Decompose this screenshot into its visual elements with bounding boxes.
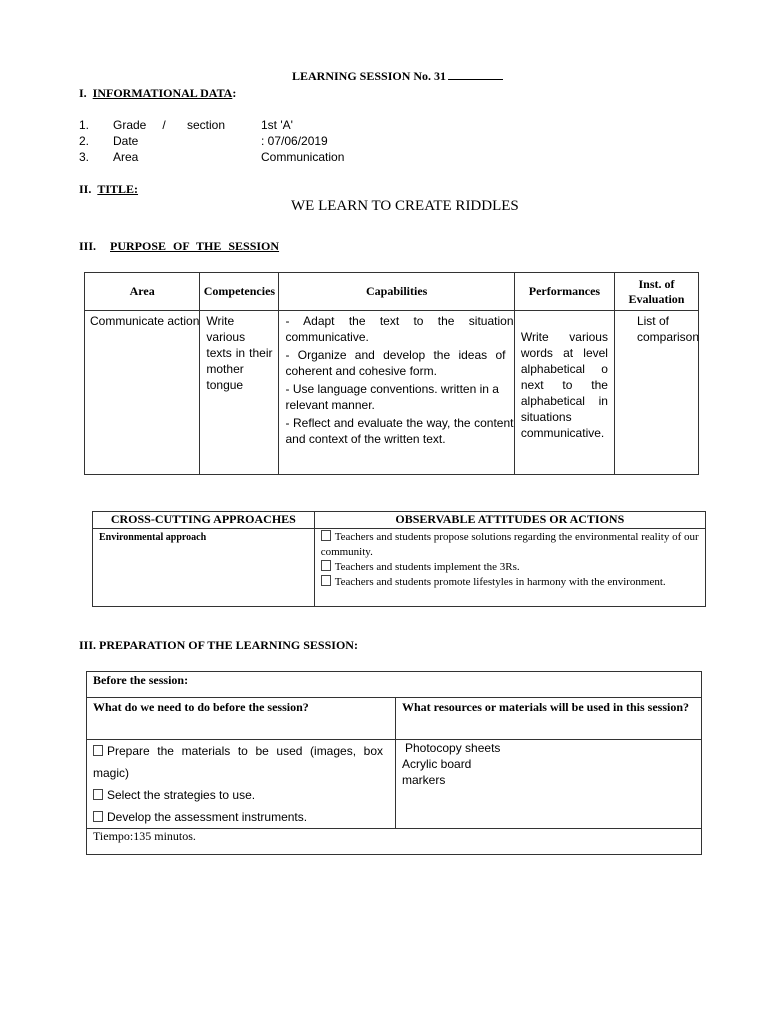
approach-cell [93,529,315,607]
informational-heading: I. INFORMATIONAL DATA: [79,86,237,100]
info-value: 1st 'A' [261,118,293,132]
resource-item: Acrylic board [402,757,472,771]
capabilities-cell [279,311,514,475]
crosscutting-table [92,511,706,607]
checkbox-icon [93,789,103,800]
purpose-heading-text: PURPOSE OF THE SESSION [110,239,280,253]
checkbox-icon [93,745,103,756]
task-item [93,740,383,784]
column-header: Performances [514,273,614,311]
task-text: Prepare the materials to be used (images, box magic) [93,744,383,780]
capability-item: - Adapt the text to the situation communicative. [285,314,514,344]
action-text: Teachers and students implement the 3Rs. [334,561,520,573]
preparation-heading: III. PREPARATION OF THE LEARNING SESSION: [79,638,358,652]
title-heading [79,182,138,197]
informational-heading-num: I. [79,86,87,100]
checkbox-icon [321,560,331,571]
question-need: What do we need to do before the session? [87,698,396,740]
info-label: Grade / section [113,118,226,132]
info-num: 1. [79,118,90,132]
area-text: Communicate action [90,314,200,328]
evaluation-cell [614,311,698,475]
evaluation-text: List of comparison [636,314,699,344]
purpose-heading [79,239,279,254]
purpose-heading-num: III. [79,239,97,253]
resource-item: Photocopy sheets [405,741,501,755]
before-session-label: Before the session: [87,672,702,698]
action-text: Teachers and students propose solutions regarding the environmental reality of our community. [320,531,699,558]
task-text: Develop the assessment instruments. [107,810,308,824]
resources-cell [396,740,702,829]
column-header: CROSS-CUTTING APPROACHES [93,512,315,529]
session-title-text: LEARNING SESSION No. 31 [292,69,447,83]
tasks-cell [87,740,396,829]
session-title [292,69,503,84]
checkbox-icon [321,530,331,541]
title-heading-text: TITLE: [97,182,139,196]
title-underline [448,79,503,80]
column-header: OBSERVABLE ATTITUDES OR ACTIONS [314,512,705,529]
capability-item: - Reflect and evaluate the way, the content and context of the written text. [285,416,514,446]
task-text: Select the strategies to use. [107,788,256,802]
area-cell [85,311,200,475]
informational-heading-text: INFORMATIONAL DATA [92,86,233,100]
info-label: Date [113,134,139,148]
session-name: WE LEARN TO CREATE RIDDLES [291,198,519,214]
performance-text: Write various words at level alphabetical o next to the alphabetical in situations communicative. [520,330,608,440]
column-header: Inst. of Evaluation [614,273,698,311]
capability-text: Reflect and evaluate the way, the content and context of the written text. [285,416,514,446]
preparation-table [86,671,702,855]
checkbox-icon [93,811,103,822]
column-header: Competencies [200,273,279,311]
resource-item: markers [402,773,446,787]
column-header: Capabilities [279,273,514,311]
title-heading-num: II. [79,182,92,196]
action-text: Teachers and students promote lifestyles in harmony with the environment. [334,576,666,588]
action-item [321,560,699,575]
purpose-table [84,272,699,475]
capability-text: Organize and develop the ideas of coherent and cohesive form. [285,348,506,378]
time-row: Tiempo:135 minutos. [87,829,702,855]
task-item [93,806,383,828]
approach-text: Environmental approach [99,532,207,543]
capability-item: - Organize and develop the ideas of coherent and cohesive form. [285,348,506,378]
info-num: 2. [79,134,90,148]
task-item [93,784,383,806]
question-resources: What resources or materials will be used in this session? [396,698,702,740]
checkbox-icon [321,575,331,586]
actions-cell [314,529,705,607]
column-header: Area [85,273,200,311]
info-label: Area [113,150,139,164]
capability-text: Adapt the text to the situation communicative. [285,314,514,344]
info-value: : 07/06/2019 [261,134,328,148]
info-num: 3. [79,150,90,164]
action-item [321,575,699,590]
info-value: Communication [261,150,345,164]
competency-cell [200,311,279,475]
competency-text: Write various texts in their mother tongue [206,314,273,392]
action-item [321,530,699,560]
capability-item: - Use language conventions. written in a relevant manner. [285,382,499,412]
performance-cell [514,311,614,475]
capability-text: Use language conventions. written in a relevant manner. [285,382,499,412]
